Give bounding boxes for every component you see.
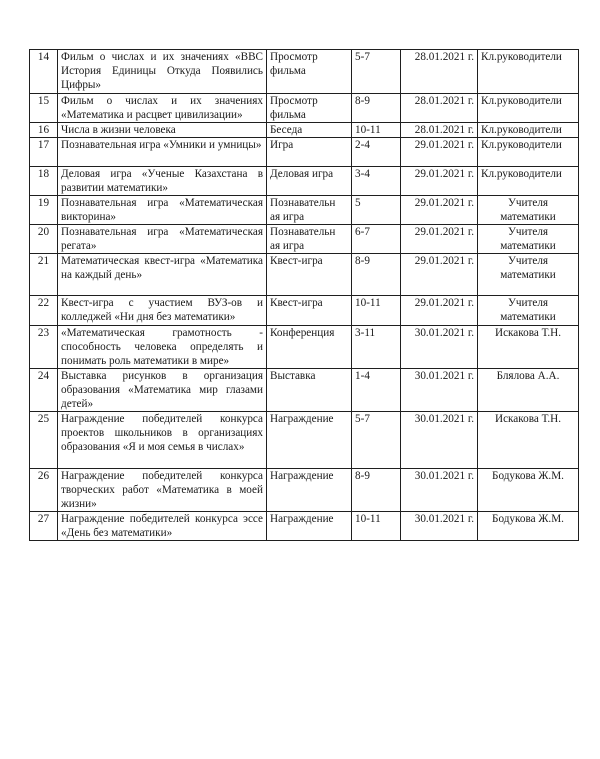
responsible-cell: Кл.руководители <box>478 123 579 138</box>
grades-cell: 10-11 <box>352 512 401 541</box>
row-number-cell: 20 <box>30 225 58 254</box>
event-name-cell: Награждение победителей конкурса эссе «День без математики» <box>58 512 267 541</box>
grades-cell: 5-7 <box>352 50 401 94</box>
event-name-cell: Награждение победителей конкурса творческих работ «Математика в моей жизни» <box>58 469 267 512</box>
row-number-cell: 19 <box>30 196 58 225</box>
date-cell: 30.01.2021 г. <box>401 512 478 541</box>
event-type-cell: Познавательн ая игра <box>267 196 352 225</box>
date-cell: 30.01.2021 г. <box>401 469 478 512</box>
table-row <box>30 369 579 412</box>
row-number-cell: 23 <box>30 326 58 369</box>
date-cell: 29.01.2021 г. <box>401 138 478 167</box>
responsible-cell: Учителя математики <box>478 225 579 254</box>
event-type-cell: Деловая игра <box>267 167 352 196</box>
row-number-cell: 24 <box>30 369 58 412</box>
responsible-cell: Кл.руководители <box>478 94 579 123</box>
event-type-cell: Награждение <box>267 469 352 512</box>
grades-cell: 10-11 <box>352 296 401 326</box>
events-table-body <box>30 50 579 541</box>
grades-cell: 8-9 <box>352 254 401 296</box>
event-name-cell: Познавательная игра «Математическая регата» <box>58 225 267 254</box>
responsible-cell: Бодукова Ж.М. <box>478 512 579 541</box>
grades-cell: 8-9 <box>352 469 401 512</box>
row-number-cell: 25 <box>30 412 58 469</box>
row-number-cell: 16 <box>30 123 58 138</box>
event-type-cell: Конференция <box>267 326 352 369</box>
event-name-cell: Познавательная игра «Умники и умницы» <box>58 138 267 167</box>
responsible-cell: Учителя математики <box>478 196 579 225</box>
table-row <box>30 469 579 512</box>
grades-cell: 8-9 <box>352 94 401 123</box>
row-number-cell: 21 <box>30 254 58 296</box>
table-row <box>30 412 579 469</box>
row-number-cell: 18 <box>30 167 58 196</box>
event-type-cell: Награждение <box>267 512 352 541</box>
event-name-cell: Награждение победителей конкурса проектов школьников в организациях образования «Я и моя семья в числах» <box>58 412 267 469</box>
events-table <box>29 49 579 541</box>
responsible-cell: Искакова Т.Н. <box>478 326 579 369</box>
grades-cell: 5-7 <box>352 412 401 469</box>
row-number-cell: 27 <box>30 512 58 541</box>
event-name-cell: Познавательная игра «Математическая викторина» <box>58 196 267 225</box>
responsible-cell: Искакова Т.Н. <box>478 412 579 469</box>
row-number-cell: 14 <box>30 50 58 94</box>
responsible-cell: Кл.руководители <box>478 138 579 167</box>
table-row <box>30 326 579 369</box>
table-row <box>30 512 579 541</box>
responsible-cell: Учителя математики <box>478 296 579 326</box>
event-type-cell: Квест-игра <box>267 254 352 296</box>
event-name-cell: «Математическая грамотность - способность человека определять и понимать роль математики в мире» <box>58 326 267 369</box>
date-cell: 29.01.2021 г. <box>401 254 478 296</box>
table-row <box>30 196 579 225</box>
row-number-cell: 17 <box>30 138 58 167</box>
event-name-cell: Математическая квест-игра «Математика на каждый день» <box>58 254 267 296</box>
grades-cell: 3-11 <box>352 326 401 369</box>
responsible-cell: Бодукова Ж.М. <box>478 469 579 512</box>
date-cell: 30.01.2021 г. <box>401 326 478 369</box>
table-row <box>30 167 579 196</box>
table-row <box>30 225 579 254</box>
event-name-cell: Фильм о числах и их значениях «BBC История Единицы Откуда Появились Цифры» <box>58 50 267 94</box>
event-type-cell: Познавательн ая игра <box>267 225 352 254</box>
row-number-cell: 22 <box>30 296 58 326</box>
event-type-cell: Беседа <box>267 123 352 138</box>
grades-cell: 10-11 <box>352 123 401 138</box>
date-cell: 29.01.2021 г. <box>401 196 478 225</box>
event-type-cell: Квест-игра <box>267 296 352 326</box>
event-name-cell: Деловая игра «Ученые Казахстана в развитии математики» <box>58 167 267 196</box>
row-number-cell: 26 <box>30 469 58 512</box>
date-cell: 29.01.2021 г. <box>401 167 478 196</box>
row-number-cell: 15 <box>30 94 58 123</box>
grades-cell: 3-4 <box>352 167 401 196</box>
responsible-cell: Учителя математики <box>478 254 579 296</box>
date-cell: 28.01.2021 г. <box>401 94 478 123</box>
table-row <box>30 254 579 296</box>
event-type-cell: Выставка <box>267 369 352 412</box>
table-row <box>30 296 579 326</box>
event-name-cell: Числа в жизни человека <box>58 123 267 138</box>
event-name-cell: Квест-игра с участием ВУЗ-ов и колледжей «Ни дня без математики» <box>58 296 267 326</box>
date-cell: 28.01.2021 г. <box>401 50 478 94</box>
grades-cell: 6-7 <box>352 225 401 254</box>
table-row <box>30 138 579 167</box>
grades-cell: 1-4 <box>352 369 401 412</box>
event-name-cell: Выставка рисунков в организация образования «Математика мир глазами детей» <box>58 369 267 412</box>
table-row <box>30 50 579 94</box>
date-cell: 30.01.2021 г. <box>401 369 478 412</box>
date-cell: 29.01.2021 г. <box>401 296 478 326</box>
responsible-cell: Кл.руководители <box>478 50 579 94</box>
responsible-cell: Кл.руководители <box>478 167 579 196</box>
table-row <box>30 123 579 138</box>
event-name-cell: Фильм о числах и их значениях «Математика и расцвет цивилизации» <box>58 94 267 123</box>
event-type-cell: Награждение <box>267 412 352 469</box>
date-cell: 30.01.2021 г. <box>401 412 478 469</box>
date-cell: 28.01.2021 г. <box>401 123 478 138</box>
event-type-cell: Просмотр фильма <box>267 94 352 123</box>
date-cell: 29.01.2021 г. <box>401 225 478 254</box>
event-type-cell: Игра <box>267 138 352 167</box>
grades-cell: 5 <box>352 196 401 225</box>
grades-cell: 2-4 <box>352 138 401 167</box>
event-type-cell: Просмотр фильма <box>267 50 352 94</box>
table-row <box>30 94 579 123</box>
responsible-cell: Блялова А.А. <box>478 369 579 412</box>
